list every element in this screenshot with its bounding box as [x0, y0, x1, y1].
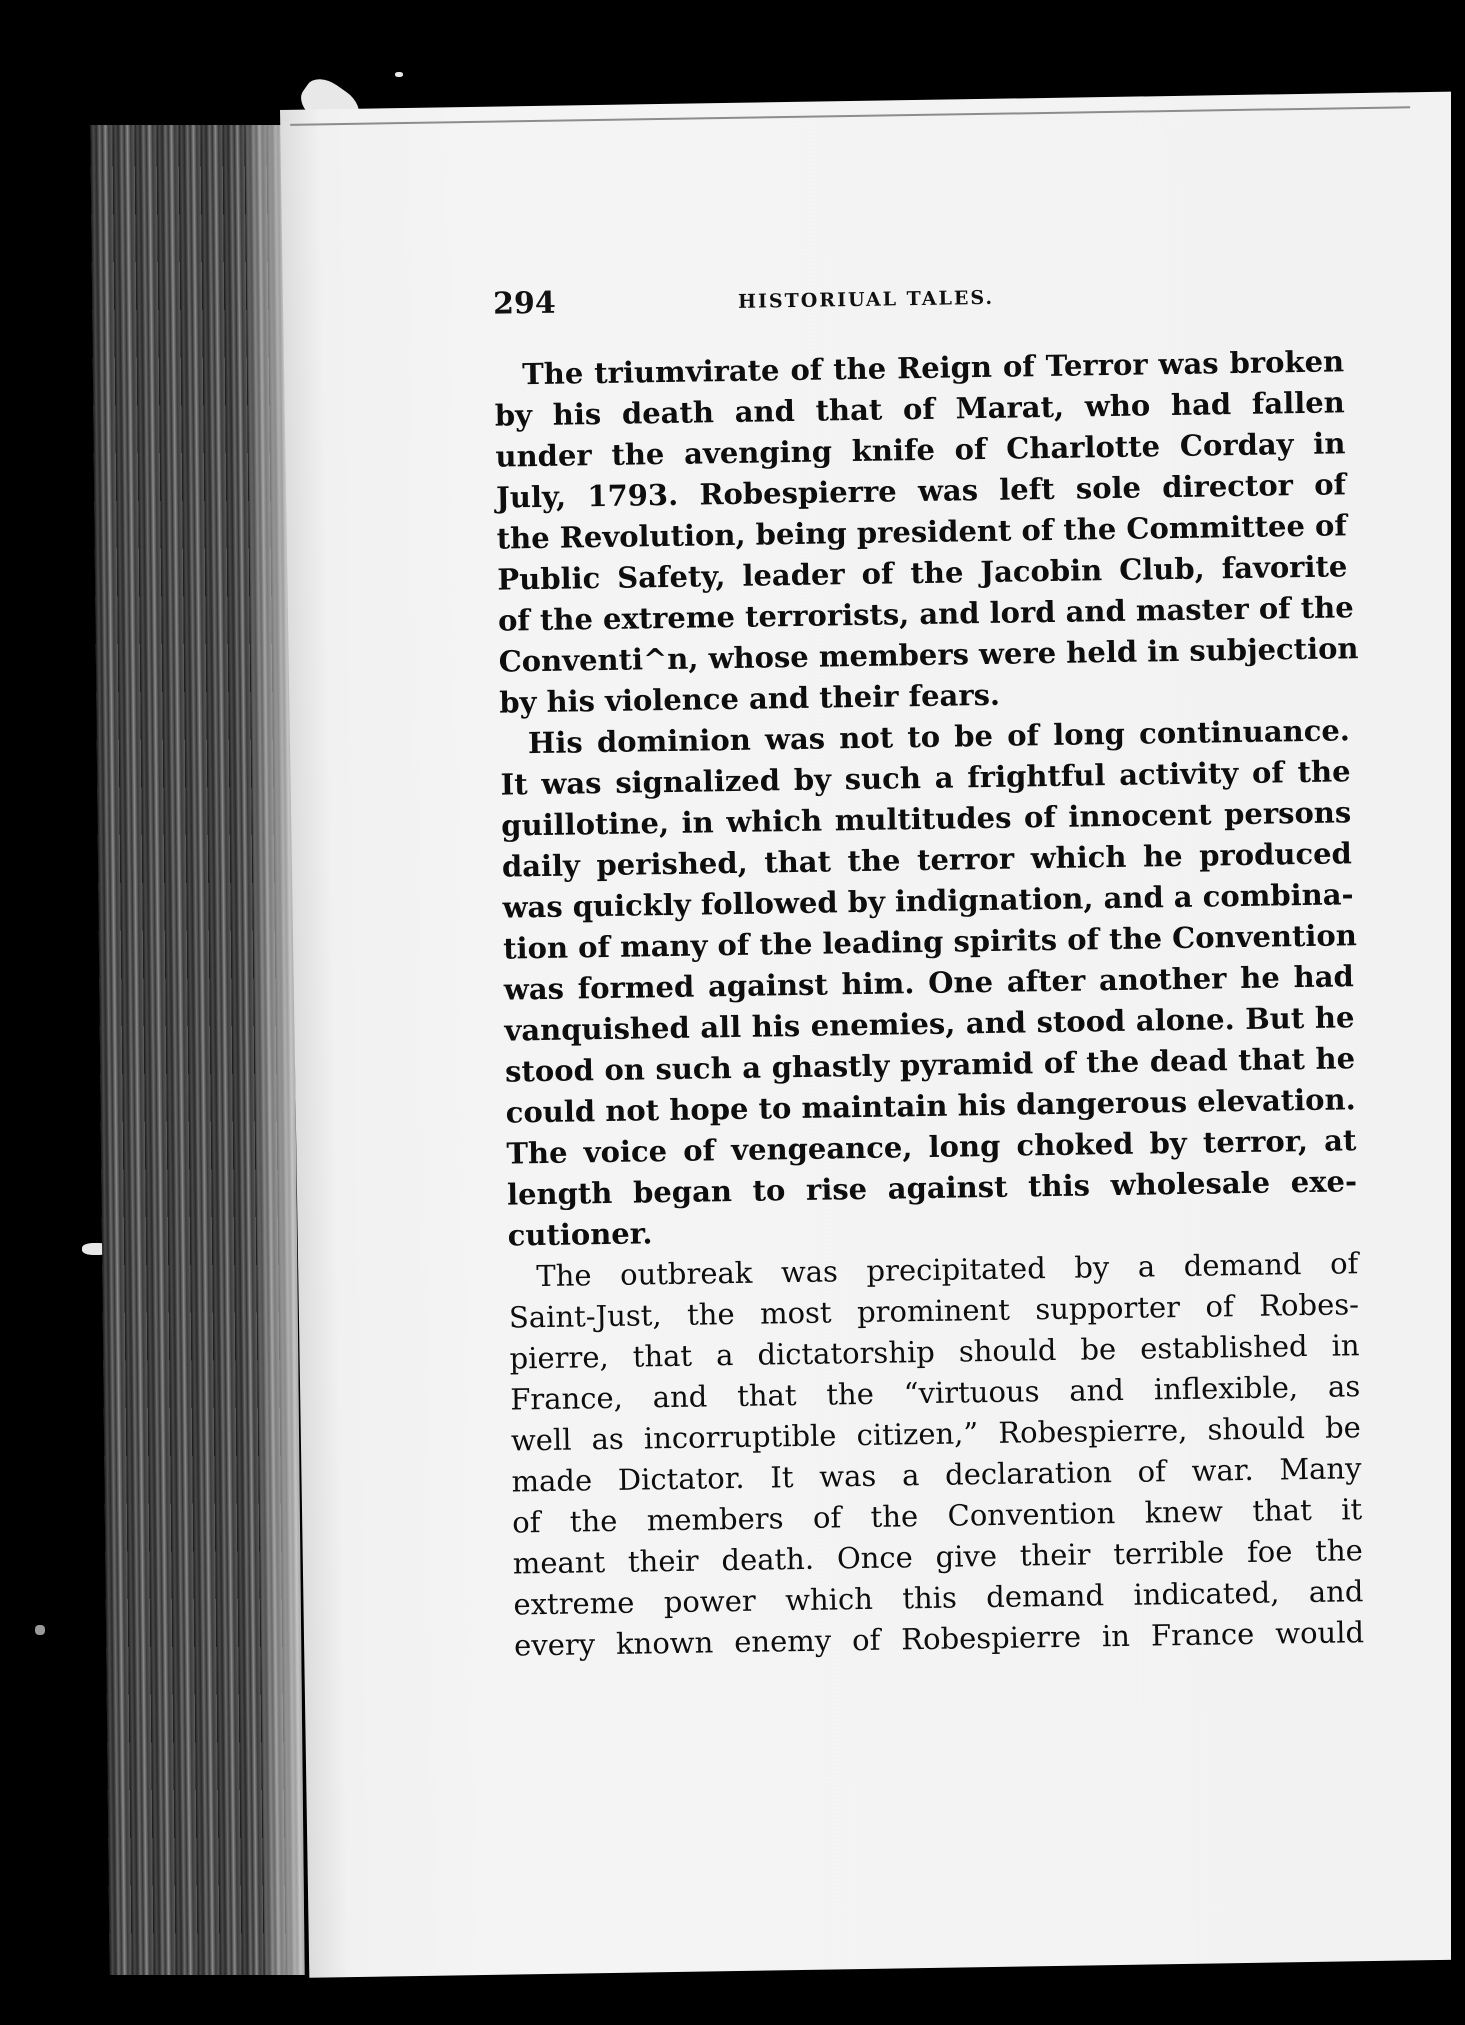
page-text-block: [493, 273, 1365, 1666]
text-line: was quickly followed by indignation, and a combina-: [502, 877, 1354, 925]
text-line: every known enemy of Robespierre in France would: [513, 1615, 1365, 1663]
text-line: well as incorruptible citizen,” Robespierre, should be: [510, 1410, 1362, 1458]
text-line: cutioner.: [507, 1216, 653, 1253]
running-head: [493, 273, 1344, 326]
text-line: of the extreme terrorists, and lord and master of the: [497, 590, 1354, 638]
book-page-stack-edge: [90, 125, 304, 1975]
paragraph-1: [494, 341, 1359, 723]
text-line: stood on such a ghastly pyramid of the dead that he: [504, 1041, 1356, 1089]
text-line: pierre, that a dictatorship should be established in: [509, 1328, 1360, 1376]
text-line: the Revolution, being president of the Committee of: [496, 508, 1348, 556]
text-line: France, and that the “virtuous and inflexible, as: [510, 1369, 1361, 1417]
text-line: length began to rise against this wholesale exe-: [506, 1164, 1358, 1212]
scan-right-edge: [1451, 60, 1465, 1980]
page-top-rule: [290, 106, 1410, 126]
text-line: His dominion was not to be of long continuance.: [527, 713, 1351, 761]
text-line: by his violence and their fears.: [499, 677, 1001, 720]
scan-speck: [395, 72, 403, 77]
text-line: extreme power which this demand indicated, and: [513, 1574, 1364, 1622]
text-line: The triumvirate of the Reign of Terror was broken: [521, 344, 1345, 392]
scan-speck: [35, 1625, 45, 1635]
paragraph-2: [500, 710, 1358, 1256]
paragraph-3: [508, 1243, 1364, 1666]
text-line: could not hope to maintain his dangerous elevation.: [505, 1082, 1356, 1130]
text-line: was formed against him. One after another he had: [503, 959, 1355, 1007]
text-line: The outbreak was precipitated by a demand of: [536, 1246, 1359, 1294]
text-line: daily perished, that the terror which he produced: [501, 836, 1353, 884]
text-line: The voice of vengeance, long choked by terror, at: [506, 1123, 1357, 1171]
text-line: July, 1793. Robespierre was left sole director of: [495, 467, 1347, 515]
book-page: [280, 91, 1465, 1977]
text-line: vanquished all his enemies, and stood alone. But he: [504, 1000, 1355, 1048]
page-number: 294: [492, 285, 556, 322]
text-line: Conventi^n, whose members were held in subjection: [498, 631, 1359, 679]
text-line: meant their death. Once give their terrible foe the: [512, 1533, 1364, 1581]
text-line: Saint-Just, the most prominent supporter of Robes-: [508, 1287, 1360, 1335]
text-line: made Dictator. It was a declaration of war. Many: [511, 1451, 1362, 1499]
text-line: Public Safety, leader of the Jacobin Club, favorite: [497, 549, 1348, 597]
text-line: under the avenging knife of Charlotte Corday in: [495, 426, 1346, 474]
running-title: HISTORIUAL TALES.: [737, 286, 995, 313]
text-line: It was signalized by such a frightful activity of the: [500, 754, 1351, 802]
text-line: guillotine, in which multitudes of innocent persons: [501, 795, 1352, 843]
text-line: of the members of the Convention knew that it: [511, 1492, 1363, 1540]
text-line: tion of many of the leading spirits of the Convention: [502, 918, 1358, 966]
text-line: by his death and that of Marat, who had fallen: [494, 385, 1345, 433]
